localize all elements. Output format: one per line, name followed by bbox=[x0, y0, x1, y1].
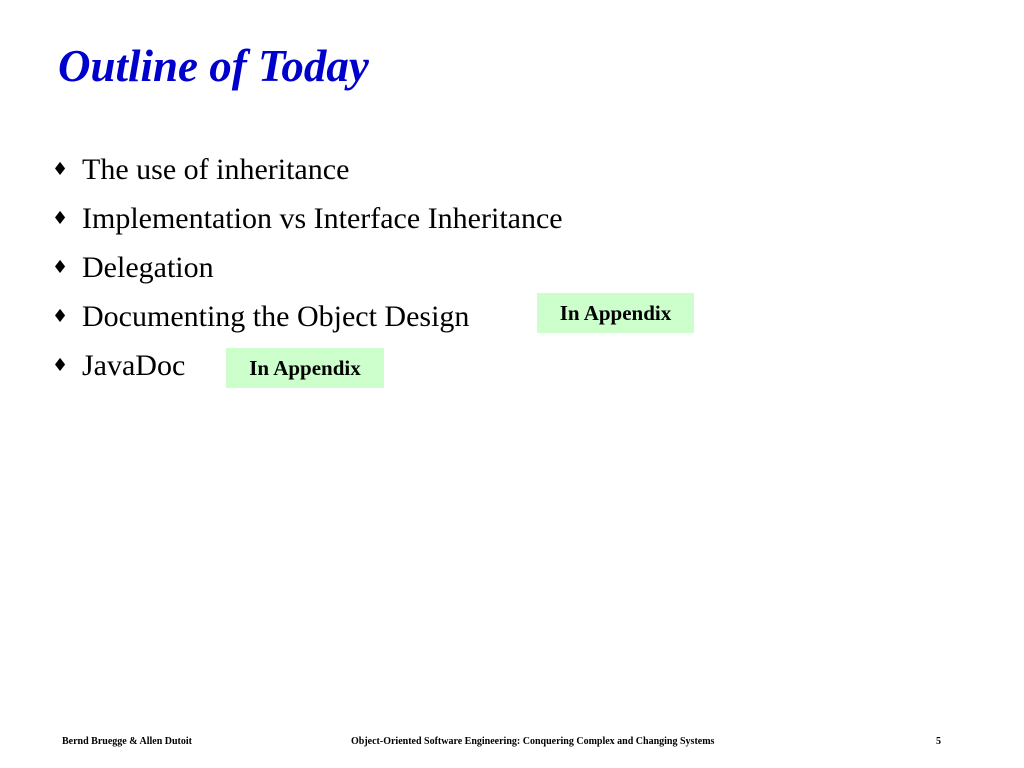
bullet-text: Delegation bbox=[82, 251, 214, 284]
footer-authors: Bernd Bruegge & Allen Dutoit bbox=[62, 736, 192, 747]
bullet-text: Implementation vs Interface Inheritance bbox=[82, 202, 563, 235]
bullet-text: The use of inheritance bbox=[82, 153, 350, 186]
bullet-text: JavaDoc bbox=[82, 349, 186, 382]
slide-title: Outline of Today bbox=[58, 41, 369, 91]
footer-book-title: Object-Oriented Software Engineering: Conquering Complex and Changing Systems bbox=[351, 736, 715, 747]
diamond-bullet-icon: ♦ bbox=[52, 257, 69, 278]
footer-page-number: 5 bbox=[936, 736, 941, 747]
bullet-text: Documenting the Object Design bbox=[82, 300, 470, 333]
diamond-bullet-icon: ♦ bbox=[52, 159, 69, 180]
appendix-badge-javadoc: In Appendix bbox=[226, 348, 384, 388]
appendix-badge-object-design: In Appendix bbox=[537, 293, 694, 333]
diamond-bullet-icon: ♦ bbox=[52, 355, 69, 376]
diamond-bullet-icon: ♦ bbox=[52, 208, 69, 229]
diamond-bullet-icon: ♦ bbox=[52, 306, 69, 327]
